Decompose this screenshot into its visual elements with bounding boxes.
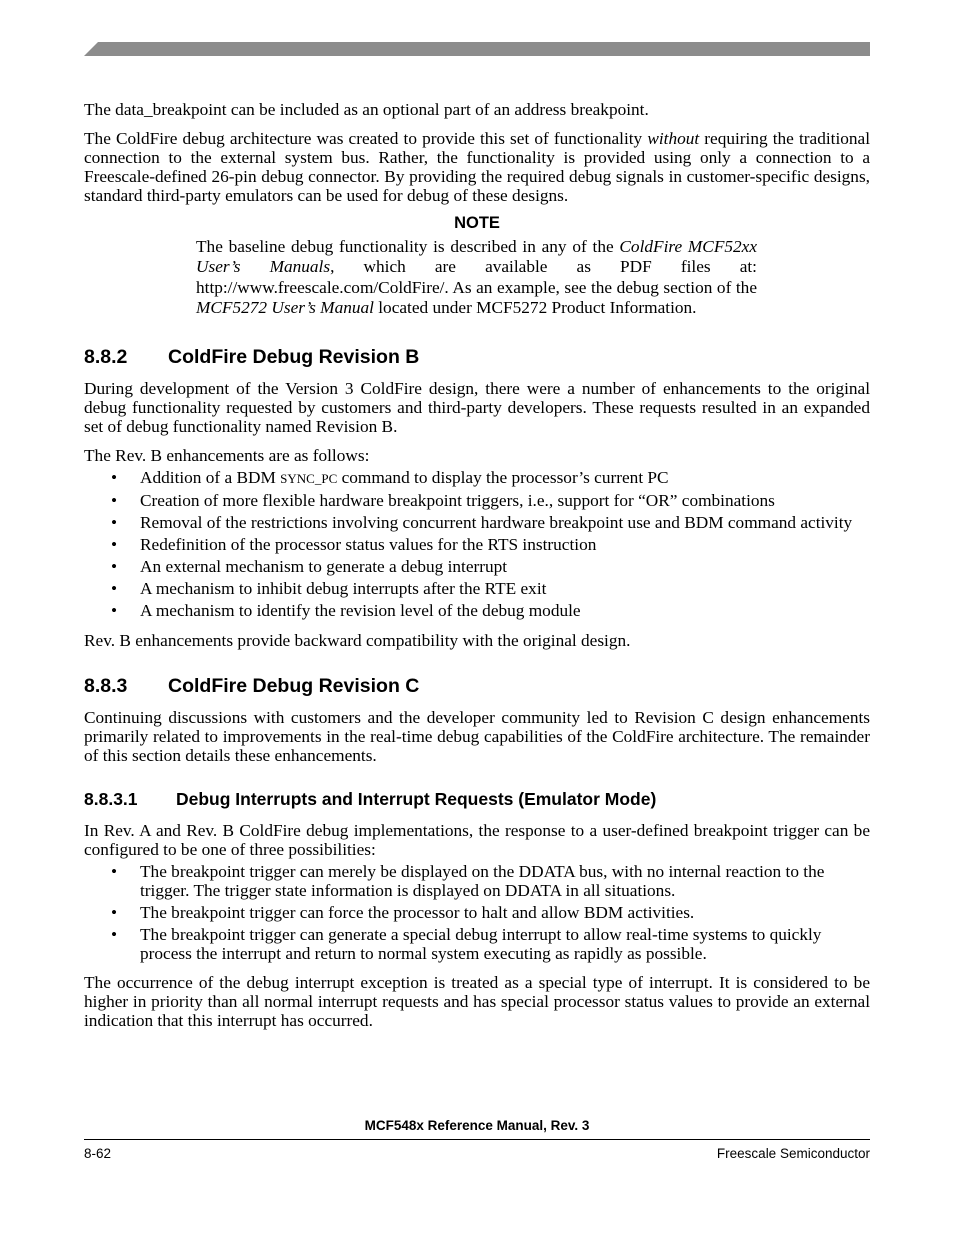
bullet-icon: •: [111, 903, 118, 923]
command-name: SYNC_PC: [280, 471, 338, 487]
bullet-icon: •: [111, 535, 118, 555]
section-number: 8.8.3.1: [84, 789, 138, 810]
sec883-paragraph-1: Continuing discussions with customers and the developer community led to Revision C design enhancements primarily related to improvements in the real-time debug capabilities of the ColdFire architecture. The remainder of this section details these enhancements.: [84, 708, 870, 766]
header-bar: [84, 42, 870, 56]
section-heading-8-8-3: [84, 674, 870, 698]
list-item: [84, 468, 870, 488]
sec8831-paragraph-1: In Rev. A and Rev. B ColdFire debug implementations, the response to a user-defined breakpoint trigger can be configured to be one of three possibilities:: [84, 821, 870, 860]
list-item: [84, 601, 870, 620]
list-item-text: The breakpoint trigger can force the processor to halt and allow BDM activities.: [140, 903, 695, 923]
footer-divider: [84, 1139, 870, 1140]
emphasis: ColdFire MCF52xx User’s Manuals: [196, 237, 757, 277]
text-run: The baseline debug functionality is described in any of the: [196, 237, 620, 256]
section-title: Debug Interrupts and Interrupt Requests (Emulator Mode): [176, 789, 657, 810]
text-run: , which are available as PDF files at: http://www.freescale.com/ColdFire/. As an example, see the debug section of the: [196, 257, 757, 297]
section-heading-8-8-3-1: [84, 788, 870, 810]
list-item-text: Removal of the restrictions involving concurrent hardware breakpoint use and BDM command activity: [140, 513, 853, 533]
section-number: 8.8.3: [84, 675, 128, 698]
list-item: [84, 491, 870, 510]
emphasis: MCF5272 User’s Manual: [196, 297, 374, 317]
bullet-icon: •: [111, 925, 118, 945]
bullet-icon: •: [111, 557, 118, 577]
list-item: [84, 535, 870, 554]
list-item: [84, 862, 870, 900]
list-item-text: An external mechanism to generate a debug interrupt: [140, 557, 508, 577]
section-title: ColdFire Debug Revision C: [168, 675, 420, 698]
list-item: [84, 903, 870, 922]
sec882-paragraph-3: Rev. B enhancements provide backward compatibility with the original design.: [84, 631, 631, 651]
list-item: [84, 925, 870, 963]
text-run: located under MCF5272 Product Information.: [373, 297, 697, 317]
list-item: [84, 579, 870, 598]
bullet-icon: •: [111, 579, 118, 599]
list-item-text: A mechanism to identify the revision level of the debug module: [140, 601, 581, 621]
sec882-bullet-list: [84, 468, 870, 620]
list-item-text: The breakpoint trigger can generate a special debug interrupt to allow real-time systems to quickly process the interrupt and return to normal system executing as rapidly as possible.: [140, 925, 822, 964]
intro-paragraph-1: The data_breakpoint can be included as an optional part of an address breakpoint.: [84, 100, 649, 119]
section-heading-8-8-2: [84, 345, 870, 369]
page-content: [84, 100, 870, 1030]
bullet-icon: •: [111, 513, 118, 533]
sec882-paragraph-2: The Rev. B enhancements are as follows:: [84, 446, 370, 466]
note-body: [196, 237, 757, 318]
text-run: command to display the processor’s current PC: [337, 468, 669, 488]
bullet-icon: •: [111, 862, 118, 882]
page-number: 8-62: [84, 1146, 112, 1161]
sec8831-paragraph-2: The occurrence of the debug interrupt exception is treated as a special type of interrupt. It is considered to be higher in priority than all normal interrupt requests and has special processor status values to provide an external indication that this interrupt has occurred.: [84, 973, 870, 1031]
footer-title: MCF548x Reference Manual, Rev. 3: [364, 1118, 590, 1133]
bullet-icon: •: [111, 468, 118, 488]
sec882-paragraph-1: During development of the Version 3 ColdFire design, there were a number of enhancements to the original debug functionality requested by customers and third-party developers. These requests resulted in an expanded set of debug functionality named Revision B.: [84, 379, 870, 437]
text-run: Addition of a BDM: [140, 468, 281, 488]
emphasis: without: [647, 129, 700, 148]
section-title: ColdFire Debug Revision B: [168, 346, 420, 369]
footer-company: Freescale Semiconductor: [716, 1146, 870, 1161]
list-item: [84, 557, 870, 576]
section-number: 8.8.2: [84, 346, 128, 369]
list-item-text: Creation of more flexible hardware breakpoint triggers, i.e., support for “OR” combinations: [140, 491, 775, 511]
text-run: The ColdFire debug architecture was created to provide this set of functionality: [84, 129, 648, 148]
note-title: NOTE: [454, 214, 500, 232]
list-item-text: The breakpoint trigger can merely be displayed on the DDATA bus, with no internal reaction to the trigger. The trigger state information is displayed on DDATA in all situations.: [140, 862, 825, 901]
sec8831-bullet-list: [84, 862, 870, 963]
text-run: requiring the traditional connection to the external system bus. Rather, the functionality is provided using only a connection to a Freescale-defined 26-pin debug connector. By providing the required debug signals in customer-specific designs, standard third-party emulators can be used for debug of these designs.: [84, 129, 870, 205]
list-item-text: A mechanism to inhibit debug interrupts after the RTE exit: [140, 579, 547, 599]
bullet-icon: •: [111, 491, 118, 511]
list-item-text: Redefinition of the processor status values for the RTS instruction: [140, 535, 597, 555]
bullet-icon: •: [111, 601, 118, 621]
list-item: [84, 513, 870, 532]
intro-paragraph-2: [84, 129, 870, 205]
